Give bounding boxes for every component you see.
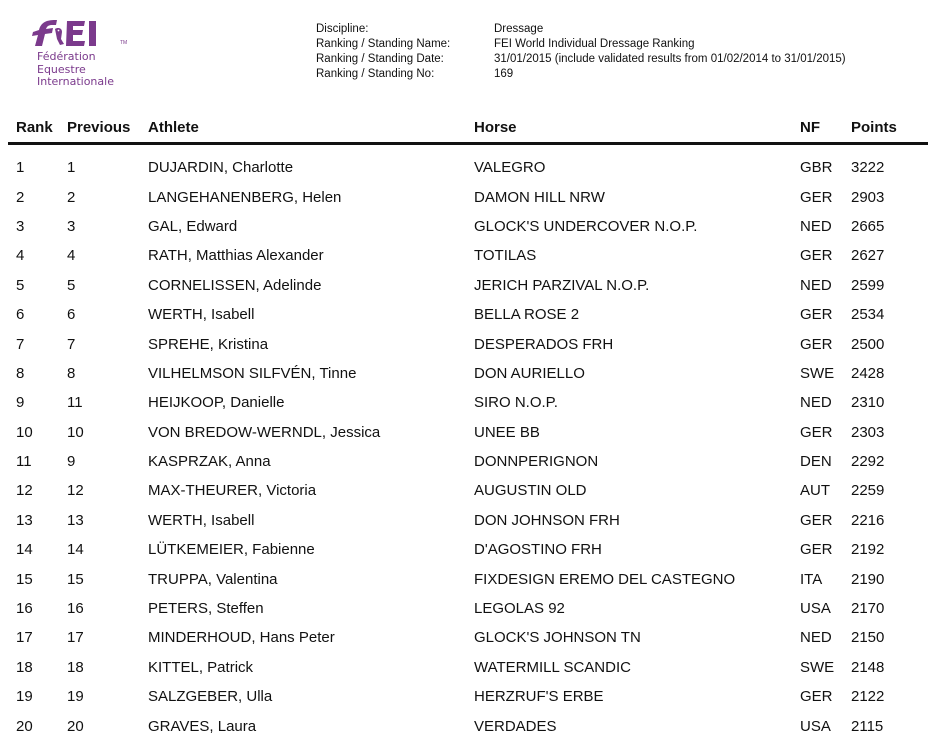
cell-athlete: KASPRZAK, Anna [148, 453, 271, 471]
cell-previous: 19 [67, 688, 84, 706]
trademark-symbol: TM [120, 40, 128, 46]
table-row [0, 182, 928, 211]
cell-points: 2190 [851, 570, 885, 588]
cell-nf: NED [800, 394, 832, 412]
cell-athlete: LÜTKEMEIER, Fabienne [148, 541, 315, 559]
cell-athlete: WERTH, Isabell [148, 511, 255, 529]
header-nf: NF [800, 118, 820, 136]
cell-nf: GBR [800, 159, 833, 177]
cell-horse: DON AURIELLO [474, 364, 585, 382]
cell-rank: 20 [16, 717, 33, 735]
cell-points: 2665 [851, 217, 885, 235]
table-body [0, 153, 928, 741]
cell-previous: 2 [67, 188, 76, 206]
cell-nf: GER [800, 688, 833, 706]
cell-nf: DEN [800, 453, 832, 471]
cell-athlete: GAL, Edward [148, 217, 238, 235]
table-row [0, 359, 928, 388]
cell-athlete: GRAVES, Laura [148, 717, 257, 735]
cell-points: 2192 [851, 541, 885, 559]
cell-nf: GER [800, 511, 833, 529]
cell-rank: 10 [16, 423, 33, 441]
cell-horse: DAMON HILL NRW [474, 188, 605, 206]
table-row [0, 594, 928, 623]
federation-name [37, 51, 141, 89]
table-row [0, 476, 928, 505]
header-divider [8, 142, 928, 145]
cell-nf: USA [800, 717, 831, 735]
cell-rank: 15 [16, 570, 33, 588]
cell-rank: 19 [16, 688, 33, 706]
fei-logo-mark [31, 18, 131, 48]
cell-rank: 11 [16, 453, 32, 471]
info-ranking-name [316, 37, 846, 52]
fei-logo-icon [31, 18, 123, 48]
cell-athlete: CORNELISSEN, Adelinde [148, 276, 322, 294]
cell-previous: 13 [67, 511, 84, 529]
table-row [0, 153, 928, 182]
cell-horse: DON JOHNSON FRH [474, 511, 620, 529]
cell-nf: USA [800, 600, 831, 618]
header-points: Points [851, 118, 897, 136]
cell-nf: ITA [800, 570, 823, 588]
info-label: Ranking / Standing No: [316, 68, 435, 80]
cell-nf: GER [800, 335, 833, 353]
cell-points: 2292 [851, 453, 885, 471]
cell-horse: FIXDESIGN EREMO DEL CASTEGNO [474, 570, 736, 588]
cell-athlete: PETERS, Steffen [148, 600, 264, 618]
cell-nf: NED [800, 276, 832, 294]
cell-horse: LEGOLAS 92 [474, 600, 565, 618]
cell-nf: GER [800, 188, 833, 206]
cell-rank: 18 [16, 658, 33, 676]
cell-rank: 14 [16, 541, 33, 559]
cell-horse: VERDADES [474, 717, 557, 735]
cell-previous: 1 [67, 159, 76, 177]
table-row [0, 241, 928, 270]
cell-athlete: MAX-THEURER, Victoria [148, 482, 317, 500]
cell-previous: 5 [67, 276, 76, 294]
table-row [0, 564, 928, 593]
table-row [0, 535, 928, 564]
header-previous: Previous [67, 118, 131, 136]
cell-previous: 11 [67, 394, 83, 412]
cell-previous: 16 [67, 600, 84, 618]
cell-points: 2303 [851, 423, 885, 441]
cell-rank: 3 [16, 217, 25, 235]
info-value: FEI World Individual Dressage Ranking [494, 38, 695, 50]
info-ranking-no [316, 67, 846, 82]
cell-rank: 9 [16, 394, 25, 412]
cell-previous: 20 [67, 717, 84, 735]
table-row [0, 447, 928, 476]
cell-horse: WATERMILL SCANDIC [474, 658, 631, 676]
cell-athlete: WERTH, Isabell [148, 306, 255, 324]
cell-points: 2903 [851, 188, 885, 206]
cell-points: 2500 [851, 335, 885, 353]
cell-previous: 4 [67, 247, 76, 265]
cell-points: 2170 [851, 600, 885, 618]
cell-points: 2216 [851, 511, 885, 529]
cell-points: 2115 [851, 717, 884, 735]
fei-logo [31, 18, 141, 89]
cell-nf: AUT [800, 482, 830, 500]
cell-athlete: VILHELMSON SILFVÉN, Tinne [148, 364, 357, 382]
cell-athlete: LANGEHANENBERG, Helen [148, 188, 342, 206]
info-value: Dressage [494, 23, 544, 35]
cell-nf: NED [800, 629, 832, 647]
table-row [0, 653, 928, 682]
cell-rank: 8 [16, 364, 25, 382]
header-rank: Rank [16, 118, 53, 136]
cell-horse: BELLA ROSE 2 [474, 306, 580, 324]
cell-points: 2599 [851, 276, 885, 294]
cell-previous: 17 [67, 629, 84, 647]
table-row [0, 682, 928, 711]
cell-horse: TOTILAS [474, 247, 537, 265]
cell-athlete: TRUPPA, Valentina [148, 570, 278, 588]
cell-rank: 6 [16, 306, 25, 324]
cell-horse: DONNPERIGNON [474, 453, 599, 471]
federation-name-line: Fédération [37, 50, 96, 63]
cell-horse: D'AGOSTINO FRH [474, 541, 602, 559]
cell-athlete: RATH, Matthias Alexander [148, 247, 324, 265]
cell-points: 2150 [851, 629, 885, 647]
cell-points: 2627 [851, 247, 885, 265]
cell-nf: NED [800, 217, 832, 235]
table-row [0, 329, 928, 358]
info-value: 169 [494, 68, 514, 80]
cell-points: 2122 [851, 688, 885, 706]
cell-athlete: MINDERHOUD, Hans Peter [148, 629, 335, 647]
cell-rank: 13 [16, 511, 33, 529]
cell-rank: 17 [16, 629, 33, 647]
cell-horse: DESPERADOS FRH [474, 335, 614, 353]
table-row [0, 388, 928, 417]
cell-nf: SWE [800, 658, 835, 676]
cell-previous: 18 [67, 658, 84, 676]
cell-rank: 12 [16, 482, 33, 500]
cell-rank: 5 [16, 276, 25, 294]
header-athlete: Athlete [148, 118, 199, 136]
cell-rank: 1 [16, 159, 25, 177]
cell-athlete: SALZGEBER, Ulla [148, 688, 273, 706]
cell-points: 2428 [851, 364, 885, 382]
cell-points: 3222 [851, 159, 885, 177]
cell-points: 2534 [851, 306, 885, 324]
federation-name-line: Equestre [37, 62, 86, 76]
cell-points: 2310 [851, 394, 885, 412]
info-label: Ranking / Standing Date: [316, 53, 444, 65]
cell-athlete: KITTEL, Patrick [148, 658, 254, 676]
ranking-table [0, 116, 928, 741]
cell-nf: GER [800, 423, 833, 441]
cell-previous: 7 [67, 335, 76, 353]
table-row [0, 418, 928, 447]
cell-rank: 2 [16, 188, 25, 206]
cell-athlete: SPREHE, Kristina [148, 335, 269, 353]
cell-points: 2148 [851, 658, 885, 676]
table-header [0, 116, 928, 138]
cell-horse: UNEE BB [474, 423, 540, 441]
cell-horse: AUGUSTIN OLD [474, 482, 587, 500]
cell-nf: SWE [800, 364, 835, 382]
table-row [0, 623, 928, 652]
cell-points: 2259 [851, 482, 885, 500]
cell-previous: 12 [67, 482, 84, 500]
cell-nf: GER [800, 247, 833, 265]
info-value: 31/01/2015 (include validated results from 01/02/2014 to 31/01/2015) [494, 53, 846, 65]
cell-horse: GLOCK'S JOHNSON TN [474, 629, 641, 647]
cell-previous: 6 [67, 306, 76, 324]
ranking-info [316, 22, 846, 82]
cell-athlete: HEIJKOOP, Danielle [148, 394, 285, 412]
cell-horse: JERICH PARZIVAL N.O.P. [474, 276, 650, 294]
info-ranking-date [316, 52, 846, 67]
cell-horse: SIRO N.O.P. [474, 394, 558, 412]
cell-nf: GER [800, 541, 833, 559]
cell-rank: 16 [16, 600, 33, 618]
table-row [0, 300, 928, 329]
cell-athlete: VON BREDOW-WERNDL, Jessica [148, 423, 381, 441]
info-label: Ranking / Standing Name: [316, 38, 451, 50]
header-horse: Horse [474, 118, 517, 136]
table-row [0, 506, 928, 535]
cell-athlete: DUJARDIN, Charlotte [148, 159, 294, 177]
cell-previous: 8 [67, 364, 76, 382]
cell-horse: GLOCK'S UNDERCOVER N.O.P. [474, 217, 698, 235]
cell-horse: VALEGRO [474, 159, 546, 177]
info-label: Discipline: [316, 23, 369, 35]
cell-previous: 9 [67, 453, 76, 471]
cell-rank: 4 [16, 247, 25, 265]
cell-previous: 14 [67, 541, 84, 559]
table-row [0, 271, 928, 300]
federation-name-line: Internationale [37, 75, 114, 88]
table-row [0, 711, 928, 740]
cell-rank: 7 [16, 335, 25, 353]
cell-previous: 15 [67, 570, 84, 588]
info-discipline [316, 22, 846, 37]
cell-previous: 10 [67, 423, 84, 441]
cell-nf: GER [800, 306, 833, 324]
table-row [0, 212, 928, 241]
cell-previous: 3 [67, 217, 76, 235]
cell-horse: HERZRUF'S ERBE [474, 688, 604, 706]
